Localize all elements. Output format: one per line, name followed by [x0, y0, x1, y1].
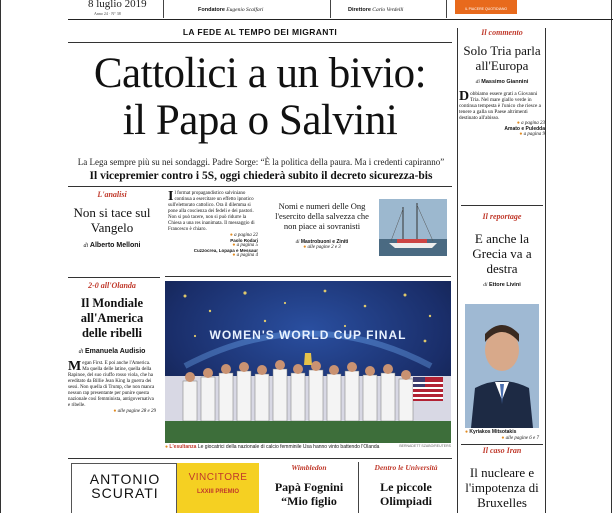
founder-name: Eugenio Scalfari: [226, 7, 264, 13]
caption-lead: L'esultanza: [169, 444, 197, 450]
author-names: Cuzzocrea, Lopapa e Messaur: [193, 248, 258, 253]
reportage-byline: di Ettore Livini: [483, 282, 521, 288]
mitsotakis-portrait: [465, 304, 539, 428]
vincitore-sub: LXXIII PREMIO: [197, 489, 240, 495]
page-reference: ● a pagina 4: [232, 253, 258, 258]
universita-story[interactable]: [362, 463, 450, 508]
olanda-column[interactable]: [68, 281, 156, 414]
iran-tag: Il caso Iran: [482, 446, 522, 455]
lead-headline[interactable]: [68, 50, 452, 144]
center-article[interactable]: [168, 191, 258, 258]
divider: [68, 458, 452, 459]
portrait-caption: ● Kyriakos Mitsotakis: [465, 429, 517, 435]
director-label: Direttore: [348, 7, 371, 13]
divider: [68, 186, 452, 187]
drop-cap: I: [168, 189, 174, 204]
commento-authors: Amato e Puledda: [504, 126, 545, 132]
analisi-tag: L'analisi: [97, 190, 127, 199]
page-reference: ● a pagina 23: [516, 121, 545, 126]
page-reference: ● a pagina 22: [229, 233, 258, 238]
commento-body: Dobbiamo essere grati a Giovanni Tria. Nel mare giallo verde in continua tempesta è l'unico che riesce a tenere a galla un Paese altrimenti destinato all'abisso.: [459, 89, 541, 121]
ong-byline: di Mastrobuoni e Ziniti ● alle pagine 2 e 3: [295, 239, 349, 250]
reportage-title: E anche la Grecia va a destra: [472, 231, 532, 276]
masthead-divider: [330, 0, 331, 18]
director-name: Carlo Verdelli: [372, 7, 404, 13]
divider: [461, 205, 543, 206]
promo-badge[interactable]: IL PIACERE QUOTIDIANO: [455, 0, 517, 14]
page-reference: ● alle pagine 28 e 29: [113, 409, 156, 414]
photo-banner: WOMEN'S WORLD CUP FINAL: [209, 328, 407, 342]
wimbledon-tag: Wimbledon: [291, 463, 327, 472]
scurati-name: ANTONIO SCURATI: [89, 471, 161, 501]
wimbledon-title: Papà Fognini “Mio figlio: [274, 480, 344, 508]
divider: [461, 444, 543, 445]
iran-title: Il nucleare e l'impotenza di Bruxelles: [465, 465, 539, 510]
masthead: [68, 0, 613, 20]
trophy: [304, 353, 312, 365]
page-reference: ● alle pagine 6 e 7: [501, 436, 539, 441]
founder-label: Fondatore: [198, 7, 225, 13]
commento-byline: di Massimo Giannini: [475, 79, 529, 85]
drop-cap: D: [459, 89, 470, 104]
lead-kicker: LA FEDE AL TEMPO DEI MIGRANTI: [182, 27, 338, 37]
director-credit: [348, 7, 403, 13]
page-reference: ● a pagina 5: [232, 243, 258, 248]
commento-column[interactable]: [459, 28, 545, 137]
byline-name: Alberto Melloni: [89, 242, 141, 249]
olanda-tag: 2-0 all'Olanda: [88, 281, 136, 290]
universita-title: Le piccole Olimpiadi: [379, 480, 432, 508]
divider: [165, 276, 451, 277]
lead-second-head[interactable]: Il vicepremier contro i 5S, oggi chiederà subito il decreto sicurezza-bis: [89, 170, 433, 182]
divider: [358, 462, 359, 513]
page-border-right: [611, 0, 612, 513]
lead-subhead: La Lega sempre più su nei sondaggi. Padre Sorge: “È la politica della paura. Ma i credenti capiranno”: [77, 157, 445, 167]
headline-line-2: il Papa o Salvini: [122, 97, 398, 144]
page-reference: ● a pagina 9: [519, 132, 545, 137]
analisi-column[interactable]: [68, 190, 156, 249]
olanda-byline: di Emanuela Audisio: [78, 348, 146, 355]
divider: [68, 277, 160, 278]
masthead-divider: [163, 0, 164, 18]
analisi-byline: [68, 241, 156, 249]
headline-line-1: Cattolici a un bivio:: [93, 50, 427, 97]
vincitore-ad[interactable]: [177, 463, 259, 513]
drop-cap: M: [68, 359, 82, 374]
masthead-divider: [446, 0, 447, 18]
divider: [68, 42, 452, 43]
portrait-name: Kyriakos Mitsotakis: [469, 429, 517, 435]
commento-tag: Il commento: [481, 28, 523, 37]
iran-column[interactable]: [459, 446, 545, 510]
universita-tag: Dentro le Università: [374, 463, 438, 472]
reportage-column[interactable]: [459, 212, 545, 288]
issue-number: Anno 24 · N° 38: [94, 11, 121, 16]
founder-credit: [198, 7, 263, 13]
byline-prefix: di: [83, 243, 89, 249]
page-reference: ● alle pagine 2 e 3: [303, 245, 341, 250]
photo-caption: ● L'esultanza Le giocatrici della nazionale di calcio femminile Usa hanno vinto battendo l'Olanda BERNADETT SZABO/REUTERS: [165, 444, 451, 450]
scurati-ad[interactable]: [71, 463, 177, 513]
olanda-title: Il Mondiale all'America delle ribelli: [80, 296, 144, 340]
world-cup-celebration-photo[interactable]: [165, 281, 451, 443]
ong-title: Nomi e numeri delle Ong l'esercito della salvezza che non piace ai sovranisti: [275, 201, 369, 231]
olanda-body: Megan First. E poi anche l'America. Ma quella delle latine, quella della Rapinoe, del suo ciuffo rosso viola, che ha ereditato da Billie Jean King la guerra dei sessi. Non quella di Trump, che non manca nessun rap presentante per punire questa nazionale così femminista, antigovernativa e ribelle.: [68, 359, 155, 408]
wimbledon-story[interactable]: [264, 463, 354, 508]
author-name: Paolo Rodari: [230, 238, 258, 243]
reportage-tag: Il reportage: [482, 212, 522, 221]
photo-credit: BERNADETT SZABO/REUTERS: [399, 444, 451, 448]
vincitore-label: VINCITORE: [188, 472, 248, 483]
center-article-body: Il format propagandistico salviniano continua a esercitare un effetto ipnotico sull'elettorato cattolico. Ora il dilemma si pone alla coscienza dei fedeli e dei pastori. Non si può tacere, non si può ridurre la Chiesa a una res inanimata. Il messaggio di Francesco è chiaro.: [168, 189, 255, 232]
sailboat-photo: [379, 199, 447, 256]
commento-title: Solo Tria parla all'Europa: [463, 43, 541, 73]
page-border-left: [0, 0, 1, 513]
ong-story[interactable]: [270, 195, 450, 262]
issue-date: 8 luglio 2019: [88, 0, 147, 10]
analisi-title: Non si tace sul Vangelo: [73, 205, 151, 235]
